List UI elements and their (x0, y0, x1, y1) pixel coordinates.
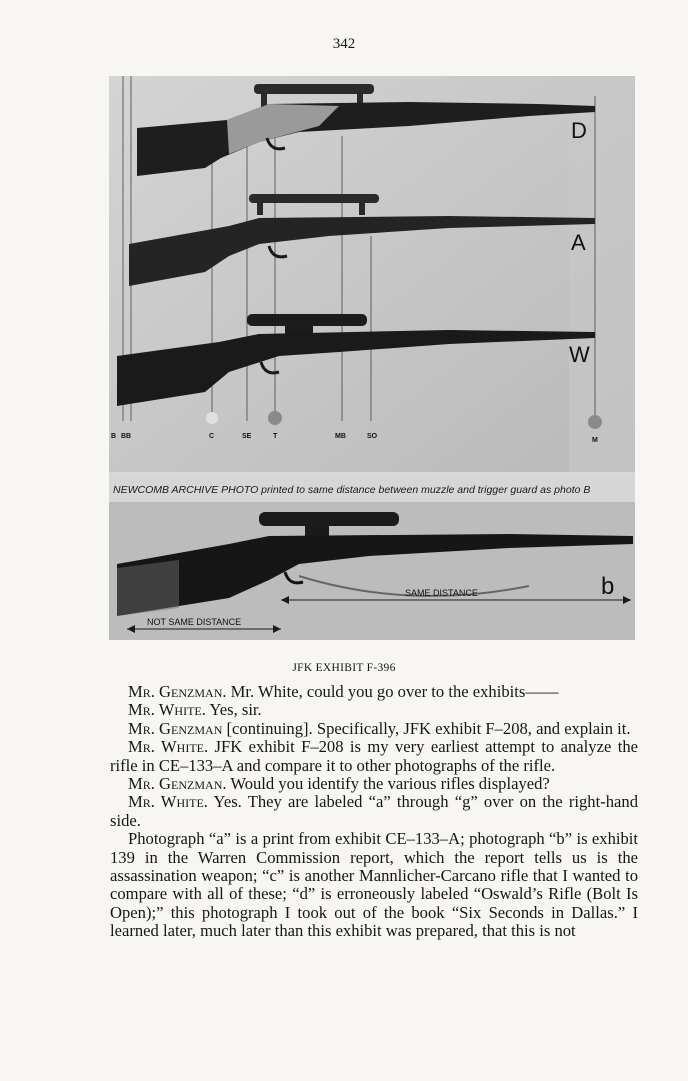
paragraph (110, 720, 638, 738)
statement: [continuing]. Specifically, JFK exhibit F–208, and explain it. (222, 718, 631, 738)
rifle-comparison-photo (109, 76, 635, 476)
marker-label: BB (121, 433, 132, 440)
marker-dot-c (206, 412, 218, 424)
rifle-label-a: A (571, 230, 586, 255)
marker-dot-m (588, 415, 602, 429)
not-same-distance-label: NOT SAME DISTANCE (147, 617, 242, 627)
marker-label: MB (335, 433, 346, 440)
speaker: Mr. White. (128, 737, 209, 757)
marker-label: B (111, 433, 117, 440)
rifle-label-b: b (601, 573, 615, 600)
statement: Yes. They are labeled “a” through “g” over on the right-hand side. (110, 792, 638, 830)
statement: Would you identify the various rifles displayed? (226, 774, 550, 794)
marker-label: SO (367, 433, 378, 440)
testimony-text (110, 683, 638, 941)
paragraph (110, 793, 638, 830)
speaker: Mr. Genzman. (128, 774, 227, 794)
paragraph (110, 701, 638, 719)
archive-banner-text: NEWCOMB ARCHIVE PHOTO printed to same distance between muzzle and trigger guard as photo B (113, 484, 591, 496)
rifle-label-d: D (571, 118, 587, 143)
paragraph (110, 738, 638, 775)
speaker: Mr. Genzman. (128, 682, 227, 701)
speaker: Mr. Genzman (128, 718, 223, 738)
paragraph (110, 683, 638, 701)
statement: JFK exhibit F–208 is my very earliest attempt to analyze the rifle in CE–133–A and compare it to other photographs of the rifle. (110, 737, 638, 775)
figure-caption: JFK EXHIBIT F-396 (292, 662, 396, 674)
paragraph (110, 830, 638, 940)
statement: Yes, sir. (205, 700, 262, 720)
same-distance-label: SAME DISTANCE (405, 588, 478, 598)
rifle-label-w: W (569, 342, 590, 367)
marker-label: C (209, 433, 215, 440)
speaker: Mr. White. (128, 700, 206, 720)
paragraph (110, 775, 638, 793)
rifle-b-photo (109, 476, 635, 640)
speaker: Mr. White. (128, 792, 208, 812)
marker-dot-t (268, 411, 282, 425)
marker-label: T (273, 433, 278, 440)
statement: Mr. White, could you go over to the exhibits—— (226, 682, 559, 701)
marker-label: M (592, 437, 598, 444)
page-number: 342 (332, 36, 356, 52)
statement: Photograph “a” is a print from exhibit CE–133–A; photograph “b” is exhibit 139 in the Warren Commission report, which the report tells us is the assassination weapon; “c” is another Mannlicher-Carcano rifle that I wanted to compare with all of these; “d” is erroneously labeled “Oswald’s Rifle (Bolt Is Open);” this photograph I took out of the book “Six Seconds in Dallas.” I learned later, much later than this exhibit was prepared, that this is not (110, 829, 638, 941)
marker-label: SE (242, 433, 252, 440)
